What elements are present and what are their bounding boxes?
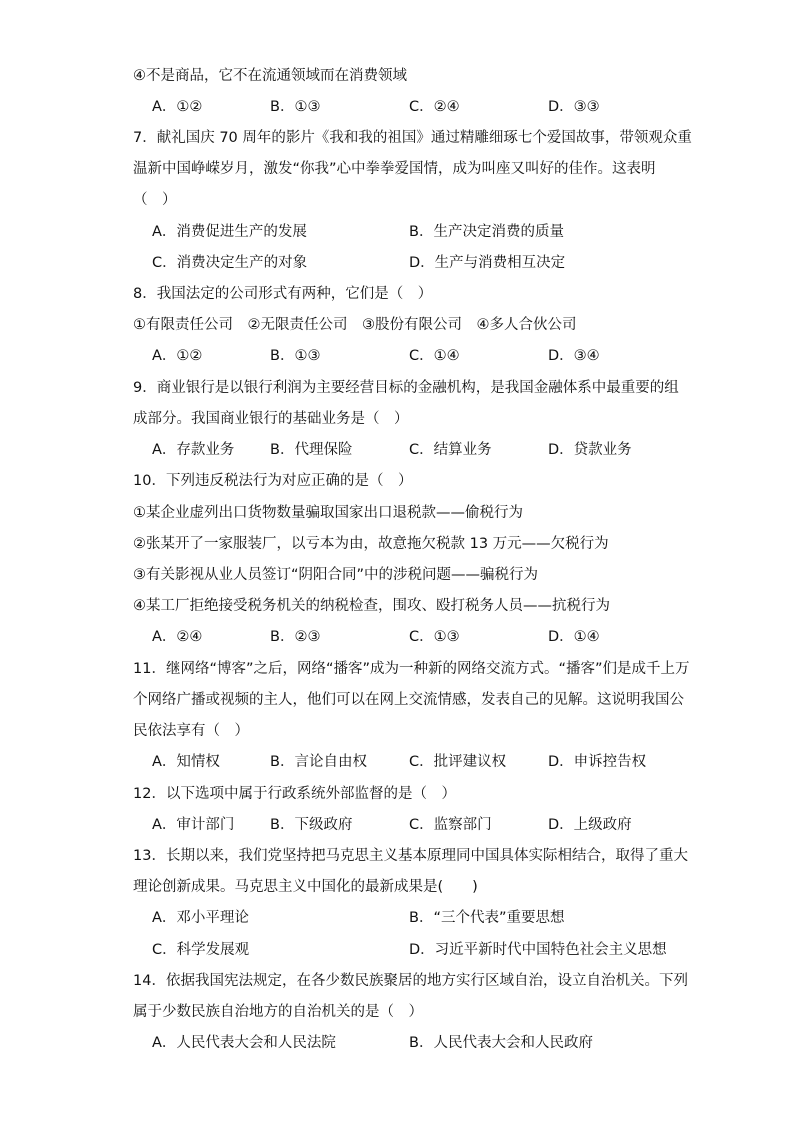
option-a: A．②④ bbox=[152, 629, 203, 645]
question-7-text: （ ） bbox=[133, 192, 177, 208]
option-c: C．消费决定生产的对象 bbox=[152, 255, 308, 271]
option-c: C．科学发展观 bbox=[152, 942, 250, 958]
option-b: B．①③ bbox=[270, 99, 321, 115]
question-10-item: ①某企业虚列出口货物数量骗取国家出口退税款——偷税行为 bbox=[133, 505, 523, 521]
option-d: D．③③ bbox=[548, 99, 600, 115]
option-b: B．②③ bbox=[270, 629, 321, 645]
option-c: C．结算业务 bbox=[409, 442, 492, 458]
option-b: B．①③ bbox=[270, 348, 321, 364]
option-d: D．①④ bbox=[548, 629, 600, 645]
option-a: A．知情权 bbox=[152, 754, 220, 770]
question-8-text: 8．我国法定的公司形式有两种，它们是（ ） bbox=[133, 286, 433, 302]
question-13-text: 13．长期以来，我们党坚持把马克思主义基本原理同中国具体实际相结合，取得了重大 bbox=[133, 848, 688, 864]
option-b: B．代理保险 bbox=[270, 442, 353, 458]
option-c: C．②④ bbox=[409, 99, 460, 115]
option-a: A．审计部门 bbox=[152, 817, 235, 833]
question-text: ④不是商品，它不在流通领域而在消费领域 bbox=[133, 68, 407, 84]
question-11-text: 民依法享有（ ） bbox=[133, 723, 249, 739]
question-9-text: 成部分。我国商业银行的基础业务是（ ） bbox=[133, 411, 409, 427]
question-7-text: 7．献礼国庆 70 周年的影片《我和我的祖国》通过精雕细琢七个爱国故事，带领观众重 bbox=[133, 130, 692, 146]
option-b: B．“三个代表”重要思想 bbox=[409, 910, 565, 926]
option-d: D．习近平新时代中国特色社会主义思想 bbox=[409, 942, 667, 958]
question-7-text: 温新中国峥嵘岁月，激发“你我”心中拳拳爱国情，成为叫座又叫好的佳作。这表明 bbox=[133, 161, 656, 177]
question-8-items: ①有限责任公司 ②无限责任公司 ③股份有限公司 ④多人合伙公司 bbox=[133, 317, 577, 333]
option-c: C．①④ bbox=[409, 348, 460, 364]
option-a: A．消费促进生产的发展 bbox=[152, 224, 307, 240]
option-d: D．③④ bbox=[548, 348, 600, 364]
question-14-text: 属于少数民族自治地方的自治机关的是（ ） bbox=[133, 1004, 423, 1020]
option-a: A．存款业务 bbox=[152, 442, 235, 458]
question-10-item: ④某工厂拒绝接受税务机关的纳税检查，围攻、殴打税务人员——抗税行为 bbox=[133, 598, 610, 614]
option-b: B．人民代表大会和人民政府 bbox=[409, 1035, 593, 1051]
question-13-text: 理论创新成果。马克思主义中国化的最新成果是( ) bbox=[133, 879, 478, 895]
question-14-text: 14．依据我国宪法规定，在各少数民族聚居的地方实行区域自治，设立自治机关。下列 bbox=[133, 973, 688, 989]
question-12-text: 12．以下选项中属于行政系统外部监督的是（ ） bbox=[133, 786, 456, 802]
option-a: A．邓小平理论 bbox=[152, 910, 249, 926]
question-11-text: 个网络广播或视频的主人，他们可以在网上交流情感，发表自己的见解。这说明我国公 bbox=[133, 692, 684, 708]
option-c: C．监察部门 bbox=[409, 817, 492, 833]
option-d: D．生产与消费相互决定 bbox=[409, 255, 566, 271]
option-d: D．申诉控告权 bbox=[548, 754, 647, 770]
option-a: A．①② bbox=[152, 99, 203, 115]
option-b: B．生产决定消费的质量 bbox=[409, 224, 564, 240]
option-d: D．上级政府 bbox=[548, 817, 632, 833]
option-a: A．人民代表大会和人民法院 bbox=[152, 1035, 336, 1051]
question-10-item: ③有关影视从业人员签订“阴阳合同”中的涉税问题——骗税行为 bbox=[133, 567, 539, 583]
question-11-text: 11．继网络“博客”之后，网络“播客”成为一种新的网络交流方式。“播客”们是成千上万 bbox=[133, 661, 690, 677]
option-a: A．①② bbox=[152, 348, 203, 364]
question-9-text: 9．商业银行是以银行利润为主要经营目标的金融机构，是我国金融体系中最重要的组 bbox=[133, 380, 679, 396]
option-c: C．①③ bbox=[409, 629, 460, 645]
question-10-text: 10．下列违反税法行为对应正确的是（ ） bbox=[133, 473, 413, 489]
question-10-item: ②张某开了一家服装厂，以亏本为由，故意拖欠税款 13 万元——欠税行为 bbox=[133, 536, 609, 552]
option-b: B．下级政府 bbox=[270, 817, 353, 833]
option-c: C．批评建议权 bbox=[409, 754, 507, 770]
option-b: B．言论自由权 bbox=[270, 754, 367, 770]
option-d: D．贷款业务 bbox=[548, 442, 632, 458]
